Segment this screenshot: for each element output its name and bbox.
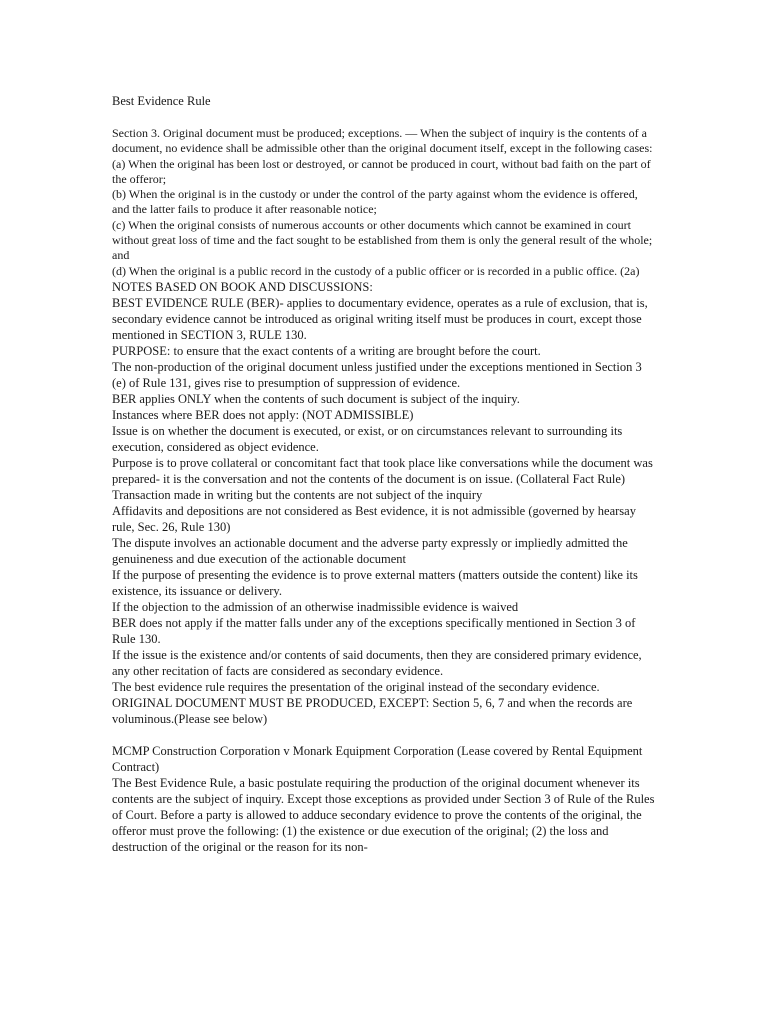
- case-block: [112, 743, 658, 855]
- note-paragraph: If the objection to the admission of an otherwise inadmissible evidence is waived: [112, 599, 519, 614]
- note-paragraph: If the issue is the existence and/or contents of said documents, then they are considered primary evidence, any other recitation of facts are considered as secondary evidence.: [112, 647, 642, 678]
- note-paragraph: Purpose is to prove collateral or concomitant fact that took place like conversations while the document was prepared- it is the conversation and not the contents of the document is on issue. (Collateral Fact Rule): [112, 455, 653, 486]
- case-title: MCMP Construction Corporation v Monark Equipment Corporation (Lease covered by Rental Equipment Contract): [112, 743, 643, 774]
- notes-heading: NOTES BASED ON BOOK AND DISCUSSIONS:: [112, 279, 373, 294]
- note-paragraph: Transaction made in writing but the contents are not subject of the inquiry: [112, 487, 483, 502]
- note-paragraph: Affidavits and depositions are not considered as Best evidence, it is not admissible (governed by hearsay rule, Sec. 26, Rule 130): [112, 503, 636, 534]
- notes-block: [112, 279, 658, 727]
- section-3-item-a: (a) When the original has been lost or destroyed, or cannot be produced in court, without bad faith on the part of the offeror;: [112, 156, 651, 186]
- note-paragraph: PURPOSE: to ensure that the exact contents of a writing are brought before the court.: [112, 343, 541, 358]
- note-paragraph: BEST EVIDENCE RULE (BER)- applies to documentary evidence, operates as a rule of exclusion, that is, secondary evidence cannot be introduced as original writing itself must be produces in court, except those mentioned in SECTION 3, RULE 130.: [112, 295, 648, 342]
- section-3-intro: Section 3. Original document must be produced; exceptions. — When the subject of inquiry is the contents of a document, no evidence shall be admissible other than the original document itself, except in the following cases:: [112, 126, 653, 156]
- paragraph-gap: [112, 727, 658, 743]
- document-page: [112, 94, 658, 855]
- section-3-block: [112, 126, 658, 279]
- note-paragraph: Issue is on whether the document is executed, or exist, or on circumstances relevant to surrounding its execution, considered as object evidence.: [112, 423, 623, 454]
- section-3-item-d: (d) When the original is a public record in the custody of a public officer or is recorded in a public office. (2a): [112, 263, 640, 278]
- note-paragraph: If the purpose of presenting the evidence is to prove external matters (matters outside the content) like its existence, its issuance or delivery.: [112, 567, 638, 598]
- note-paragraph: The non-production of the original document unless justified under the exceptions mentioned in Section 3 (e) of Rule 131, gives rise to presumption of suppression of evidence.: [112, 359, 642, 390]
- note-paragraph: BER applies ONLY when the contents of such document is subject of the inquiry.: [112, 391, 520, 406]
- note-paragraph: The best evidence rule requires the presentation of the original instead of the secondary evidence.: [112, 679, 600, 694]
- case-paragraph: The Best Evidence Rule, a basic postulate requiring the production of the original document whenever its contents are the subject of inquiry. Except those exceptions as provided under Section 3 of Rule of the Rules of Court. Before a party is allowed to adduce secondary evidence to prove the contents of the original, the offeror must prove the following: (1) the existence or due execution of the original; (2) the loss and destruction of the original or the reason for its non-: [112, 775, 655, 854]
- note-paragraph: The dispute involves an actionable document and the adverse party expressly or impliedly admitted the genuineness and due execution of the actionable document: [112, 535, 628, 566]
- section-3-item-b: (b) When the original is in the custody or under the control of the party against whom the evidence is offered, and the latter fails to produce it after reasonable notice;: [112, 187, 638, 217]
- note-paragraph: BER does not apply if the matter falls under any of the exceptions specifically mentioned in Section 3 of Rule 130.: [112, 615, 636, 646]
- note-paragraph: ORIGINAL DOCUMENT MUST BE PRODUCED, EXCEPT: Section 5, 6, 7 and when the records are voluminous.(Please see below): [112, 695, 633, 726]
- note-paragraph: Instances where BER does not apply: (NOT ADMISSIBLE): [112, 407, 414, 422]
- section-3-item-c: (c) When the original consists of numerous accounts or other documents which cannot be examined in court without great loss of time and the fact sought to be established from them is only the general result of the whole; and: [112, 217, 653, 263]
- document-title: Best Evidence Rule: [112, 94, 211, 108]
